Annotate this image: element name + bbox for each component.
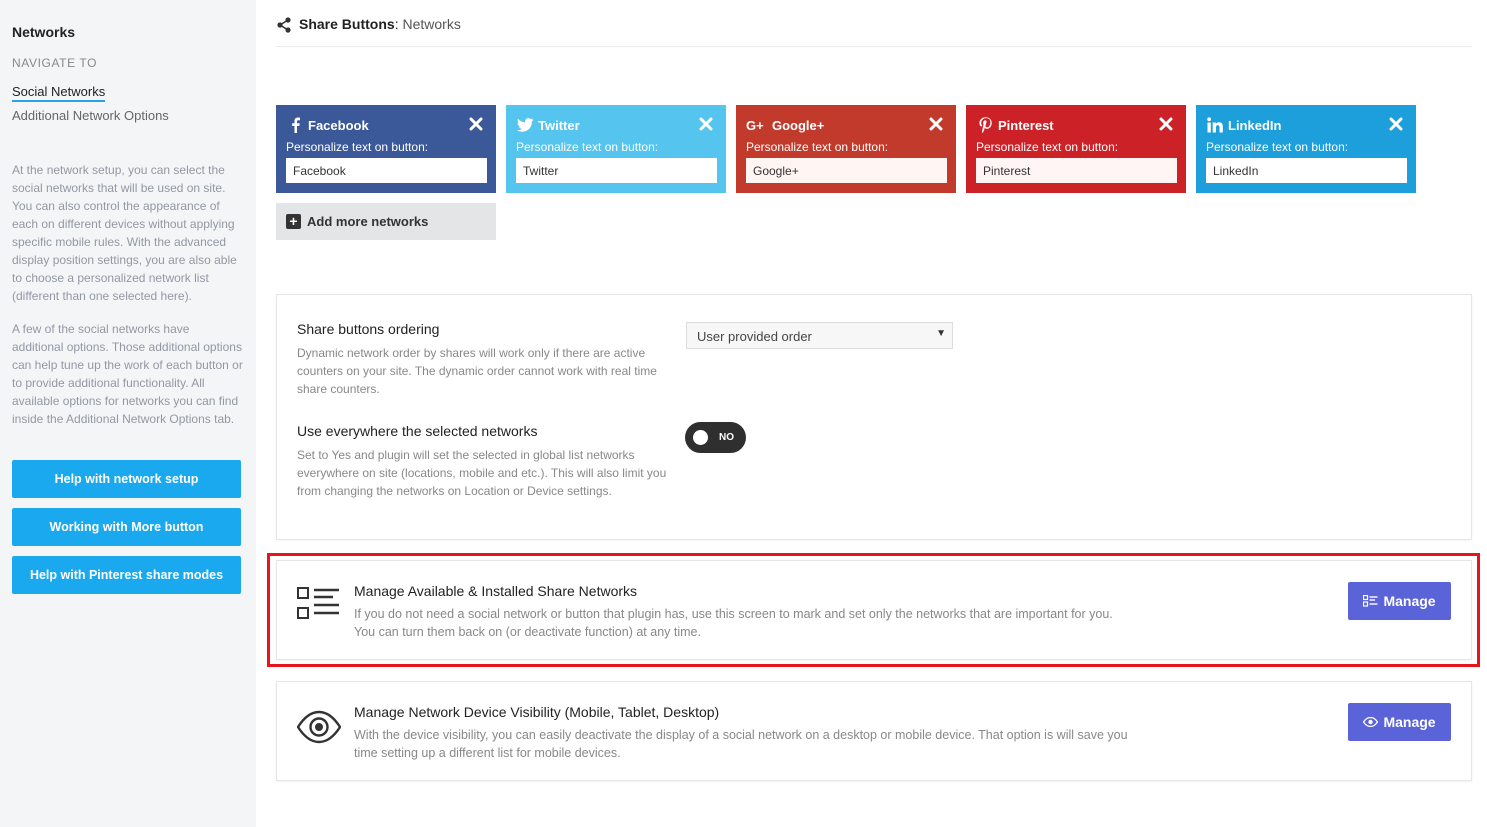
network-card-twitter <box>506 105 726 193</box>
personalize-label: Personalize text on button: <box>1206 140 1349 154</box>
network-card-header <box>976 115 1176 135</box>
use-everywhere-description: Set to Yes and plugin will set the selected in global list networks everywhere on site (locations, mobile and etc.). This will also limit you from changing the networks on Location or Device settings. <box>297 448 667 498</box>
plus-icon: + <box>286 214 301 229</box>
facebook-icon <box>286 116 304 134</box>
network-card-linkedin <box>1196 105 1416 193</box>
manage-button-label: Manage <box>1383 714 1436 730</box>
twitter-icon <box>516 116 534 134</box>
network-card-header <box>1206 115 1406 135</box>
add-more-label: Add more networks <box>307 214 429 229</box>
manage-button-label: Manage <box>1383 593 1436 609</box>
eye-icon <box>297 705 341 749</box>
list-checkbox-icon <box>297 584 341 628</box>
manage-networks-panel <box>276 560 1472 660</box>
sidebar-title: Networks <box>12 24 76 40</box>
network-name: Twitter <box>538 117 580 133</box>
share-icon <box>276 17 292 33</box>
google-plus-text-input[interactable] <box>746 158 947 183</box>
linkedin-text-input[interactable] <box>1206 158 1407 183</box>
network-card-google-plus <box>736 105 956 193</box>
sidebar <box>0 0 256 827</box>
close-icon[interactable] <box>698 116 714 132</box>
toggle-label: NO <box>719 432 734 443</box>
network-name: Pinterest <box>998 117 1054 133</box>
manage-networks-description: If you do not need a social network or button that plugin has, use this screen to mark and set only the networks that are important for you. You can turn them back on (or deactivate function) at any time. <box>354 607 1113 639</box>
network-name: Google+ <box>772 117 825 133</box>
manage-visibility-title: Manage Network Device Visibility (Mobile, Tablet, Desktop) <box>354 704 720 720</box>
manage-visibility-button[interactable] <box>1348 703 1451 741</box>
help-network-setup-button[interactable]: Help with network setup <box>12 460 241 498</box>
network-card-header <box>746 115 946 135</box>
personalize-label: Personalize text on button: <box>976 140 1119 154</box>
pinterest-icon <box>976 116 994 134</box>
network-name: Facebook <box>308 117 369 133</box>
use-everywhere-toggle[interactable] <box>685 422 746 453</box>
add-more-networks-button[interactable] <box>276 203 496 240</box>
close-icon[interactable] <box>1388 116 1404 132</box>
close-icon[interactable] <box>928 116 944 132</box>
toggle-knob <box>693 430 708 445</box>
page-title-sub: Networks <box>402 16 461 32</box>
twitter-text-input[interactable] <box>516 158 717 183</box>
svg-text:G+: G+ <box>746 118 764 132</box>
page-title <box>299 16 461 32</box>
more-button-help-button[interactable]: Working with More button <box>12 508 241 546</box>
facebook-text-input[interactable] <box>286 158 487 183</box>
linkedin-icon <box>1206 116 1224 134</box>
use-everywhere-title: Use everywhere the selected networks <box>297 423 538 439</box>
caret-down-icon: ▼ <box>936 328 946 339</box>
network-card-pinterest <box>966 105 1186 193</box>
network-name: LinkedIn <box>1228 117 1282 133</box>
sidebar-link-additional-options[interactable]: Additional Network Options <box>12 108 169 123</box>
page-title-separator: : <box>394 16 403 32</box>
network-card-facebook <box>276 105 496 193</box>
personalize-label: Personalize text on button: <box>746 140 889 154</box>
navigate-to-label: NAVIGATE TO <box>12 56 98 70</box>
page-header <box>276 0 1472 47</box>
page-title-main: Share Buttons <box>299 16 395 32</box>
network-card-header <box>286 115 486 135</box>
google-plus-icon <box>746 116 768 134</box>
ordering-description: Dynamic network order by shares will work only if there are active counters on your site. The dynamic order cannot work with real time share counters. <box>297 346 657 396</box>
personalize-label: Personalize text on button: <box>516 140 659 154</box>
list-icon <box>1363 595 1378 607</box>
pinterest-text-input[interactable] <box>976 158 1177 183</box>
ordering-title: Share buttons ordering <box>297 321 440 337</box>
manage-visibility-panel <box>276 681 1472 781</box>
manage-networks-button[interactable] <box>1348 582 1451 620</box>
sidebar-link-social-networks[interactable]: Social Networks <box>12 84 105 102</box>
settings-panel <box>276 294 1472 540</box>
close-icon[interactable] <box>1158 116 1174 132</box>
ordering-select[interactable] <box>686 322 953 349</box>
close-icon[interactable] <box>468 116 484 132</box>
manage-visibility-description: With the device visibility, you can easily deactivate the display of a social network on a desktop or mobile device. That option is will save you time setting up a different list for mobile devices. <box>354 728 1128 760</box>
manage-networks-title: Manage Available & Installed Share Networks <box>354 583 638 599</box>
pinterest-help-button[interactable]: Help with Pinterest share modes <box>12 556 241 594</box>
ordering-selected-value: User provided order <box>697 329 812 344</box>
personalize-label: Personalize text on button: <box>286 140 429 154</box>
network-card-header <box>516 115 716 135</box>
sidebar-description: At the network setup, you can select the social networks that will be used on site. You can also control the appearance of each on different devices without applying specific mobile rules. With the advanced display position settings, you are also able to choose a personalized network list (different than one selected here). <box>12 163 237 303</box>
eye-small-icon <box>1363 717 1378 727</box>
sidebar-description-additional: A few of the social networks have additional options. Those additional options can help tune up the work of each button or to provide additional functionality. All available options for networks you can find inside the Additional Network Options tab. <box>12 322 243 426</box>
